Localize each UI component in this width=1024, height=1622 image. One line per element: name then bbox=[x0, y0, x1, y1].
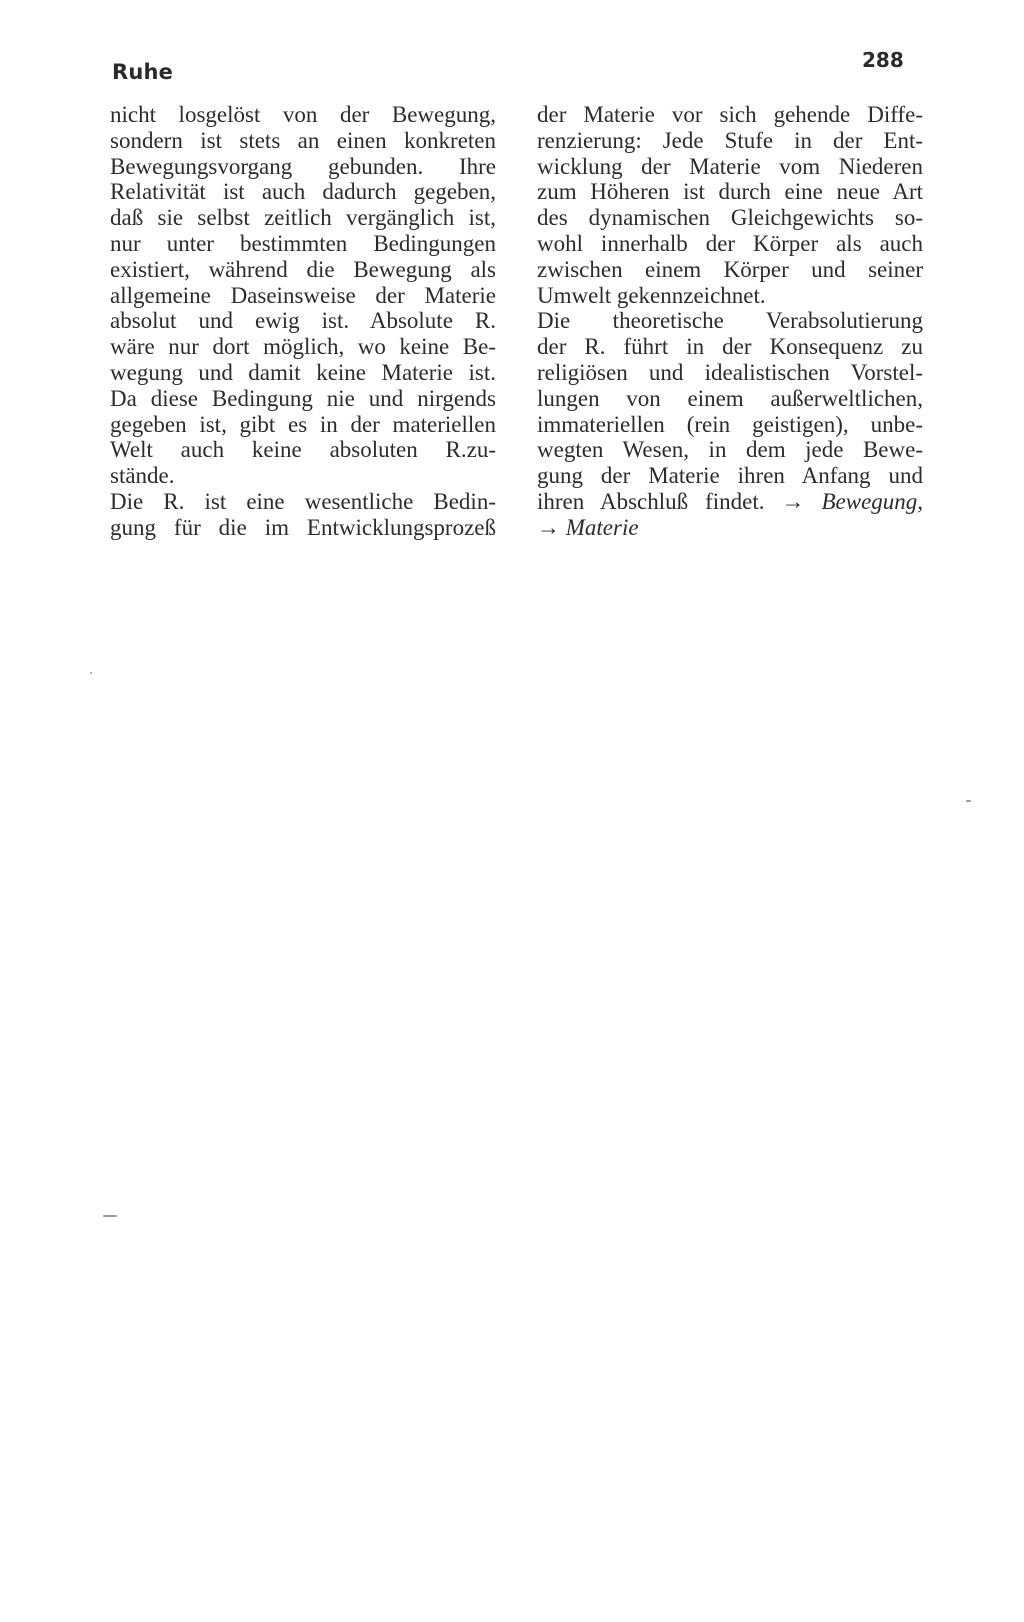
text-line: religiösen und idealistischen Vorstel- bbox=[537, 359, 923, 385]
text-line-with-reference bbox=[537, 489, 923, 515]
text-line: wegung und damit keine Materie ist. bbox=[110, 359, 496, 385]
scan-speck bbox=[966, 800, 971, 802]
text-line: nicht losgelöst von der Bewegung, bbox=[110, 102, 496, 127]
text-line: sondern ist stets an einen konkreten bbox=[110, 127, 496, 153]
text-line: Umwelt gekennzeichnet. bbox=[537, 282, 766, 308]
text-line: Relativität ist auch dadurch gegeben, bbox=[110, 179, 496, 205]
text-line: existiert, während die Bewegung als bbox=[110, 256, 496, 282]
running-head: Ruhe bbox=[112, 60, 174, 84]
text-fragment: ihren Abschluß findet. bbox=[537, 488, 765, 514]
page-number: 288 bbox=[862, 48, 904, 72]
scan-speck bbox=[103, 1215, 117, 1217]
text-line: des dynamischen Gleichgewichts so- bbox=[537, 205, 923, 231]
text-line: der Materie vor sich gehende Diffe- bbox=[537, 102, 923, 127]
text-line: lungen von einem außerweltlichen, bbox=[537, 385, 923, 411]
arrow-icon: → bbox=[781, 488, 805, 514]
right-column bbox=[537, 102, 923, 541]
text-line: stände. bbox=[110, 463, 175, 489]
text-line: wohl innerhalb der Körper als auch bbox=[537, 230, 923, 256]
text-line: wegten Wesen, in dem jede Bewe- bbox=[537, 437, 923, 463]
text-line: allgemeine Daseinsweise der Materie bbox=[110, 282, 496, 308]
text-line: Die theoretische Verabsolutierung bbox=[537, 308, 923, 334]
text-line: Bewegungsvorgang gebunden. Ihre bbox=[110, 153, 496, 179]
text-line: absolut und ewig ist. Absolute R. bbox=[110, 308, 496, 334]
text-line: immateriellen (rein geistigen), unbe- bbox=[537, 411, 923, 437]
text-line: nur unter bestimmten Bedingungen bbox=[110, 230, 496, 256]
left-column bbox=[110, 102, 496, 541]
text-line: zwischen einem Körper und seiner bbox=[537, 256, 923, 282]
text-line: der R. führt in der Konsequenz zu bbox=[537, 334, 923, 360]
text-line: Da diese Bedingung nie und nirgends bbox=[110, 385, 496, 411]
text-line: Welt auch keine absoluten R.zu- bbox=[110, 437, 496, 463]
text-line: gung der Materie ihren Anfang und bbox=[537, 463, 923, 489]
text-line-with-reference bbox=[537, 515, 923, 541]
text-line: renzierung: Jede Stufe in der Ent- bbox=[537, 127, 923, 153]
text-line: Die R. ist eine wesentliche Bedin- bbox=[110, 488, 496, 514]
arrow-icon: → bbox=[537, 514, 560, 540]
cross-reference-bewegung: Bewegung, bbox=[821, 488, 924, 514]
scan-speck bbox=[90, 672, 92, 674]
text-line: gung für die im Entwicklungsprozeß bbox=[110, 514, 496, 540]
text-line: gegeben ist, gibt es in der materiellen bbox=[110, 411, 496, 437]
text-line: wicklung der Materie vom Niederen bbox=[537, 153, 923, 179]
text-line: wäre nur dort möglich, wo keine Be- bbox=[110, 334, 496, 360]
text-line: daß sie selbst zeitlich vergänglich ist, bbox=[110, 205, 496, 231]
text-line: zum Höheren ist durch eine neue Art bbox=[537, 179, 923, 205]
cross-reference-materie: Materie bbox=[565, 514, 639, 540]
